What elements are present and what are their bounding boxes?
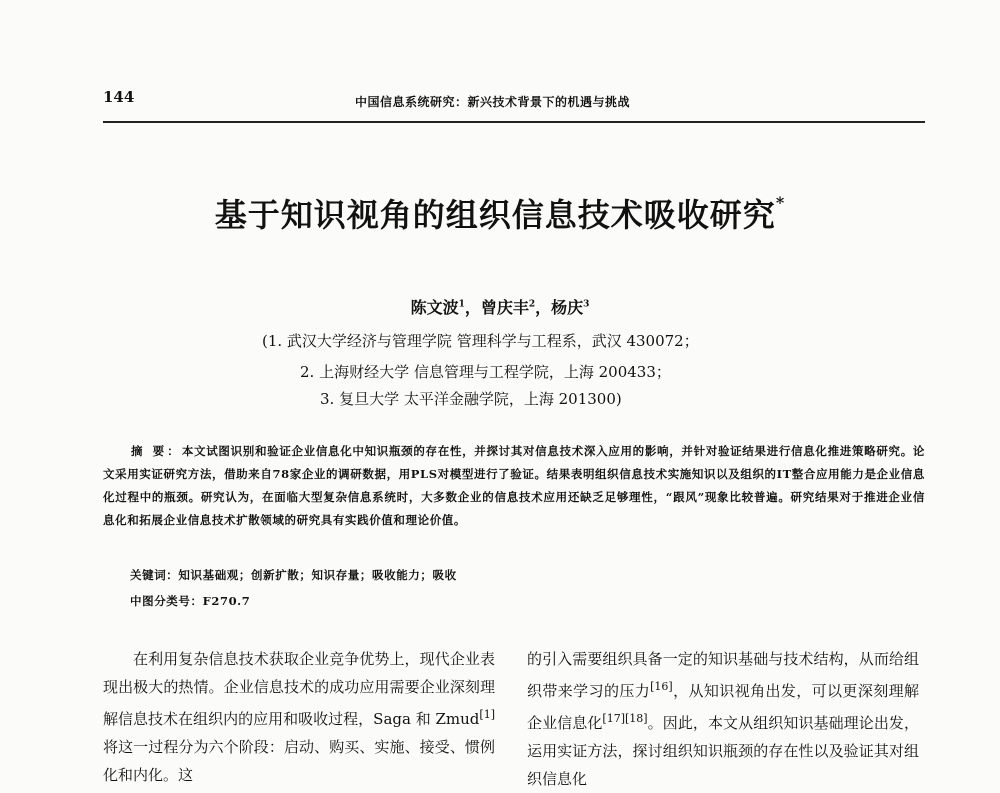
abstract-text: 本文试图识别和验证企业信息化中知识瓶颈的存在性，并探讨其对信息技术深入应用的影响，并针对验证结果进行信息化推进策略研究。论文采用实证研究方法，借助来自78家企业的调研数据，用PLS对模型进行了验证。结果表明组织信息技术实施知识以及组织的IT整合应用能力是企业信息化过程中的瓶颈。研究认为，在面临大型复杂信息系统时，大多数企业的信息技术应用还缺乏足够理性，“跟风”现象比较普遍。研究结果对于推进企业信息化和拓展企业信息技术扩散领域的研究具有实践价值和理论价值。 [103,444,925,527]
author-name: 杨庆 [551,298,584,317]
paper-title [0,190,1000,236]
keywords-label: 关键词： [130,568,179,582]
affiliation-2: 2. 上海财经大学 信息管理与工程学院，上海 200433； [300,363,671,381]
keywords-text: 知识基础观；创新扩散；知识存量；吸收能力；吸收 [178,568,457,582]
author-sup: 3 [583,299,590,310]
body-column-right [527,645,919,793]
affiliation-1: (1. 武汉大学经济与管理学院 管理科学与工程系，武汉 430072； [262,332,699,350]
keywords [130,567,457,583]
body-text: 。因此，本文从组织知识基础理论出发，运用实证方法，探讨组织知识瓶颈的存在性以及验证其对组织信息化 [527,714,919,788]
author-sep: ， [535,298,552,317]
body-text: 的引入需要组织具备一定的知识基础与技术结构，从而给组织带来学习的压力 [527,650,919,700]
author-sep: ， [464,298,481,317]
author-list [0,295,1000,318]
body-text: 在利用复杂信息技术获取企业竞争优势上，现代企业表现出极大的热情。企业信息技术的成功应用需要企业深刻理解信息技术在组织内的应用和吸收过程，Saga 和 Zmud [103,650,495,728]
citation: [16] [650,680,673,693]
abstract [103,440,925,532]
abstract-label: 摘 要： [131,444,182,458]
author-sup: 1 [458,299,465,310]
body-text: 将这一过程分为六个阶段：启动、购买、实施、接受、惯例化和内化。这 [103,738,495,784]
running-head: 中国信息系统研究：新兴技术背景下的机遇与挑战 [355,95,631,109]
clc-label: 中图分类号： [130,594,203,608]
header-rule [103,121,925,123]
title-footnote-mark: * [775,193,786,213]
body-column-left [103,645,495,789]
citation: [17][18] [602,712,648,725]
clc-value: F270.7 [202,594,251,608]
citation: [1] [479,708,495,721]
affiliation-3: 3. 复旦大学 太平洋金融学院，上海 201300) [320,390,622,408]
page-number: 144 [103,88,135,106]
author-name: 曾庆丰 [480,298,529,317]
author-name: 陈文波 [410,298,459,317]
body-text: ，从知识视角出发，可以更深刻理解企业信息化 [527,682,919,732]
title-text: 基于知识视角的组织信息技术吸收研究 [214,196,776,234]
author-sup: 2 [528,299,536,310]
classification-number [130,593,250,609]
